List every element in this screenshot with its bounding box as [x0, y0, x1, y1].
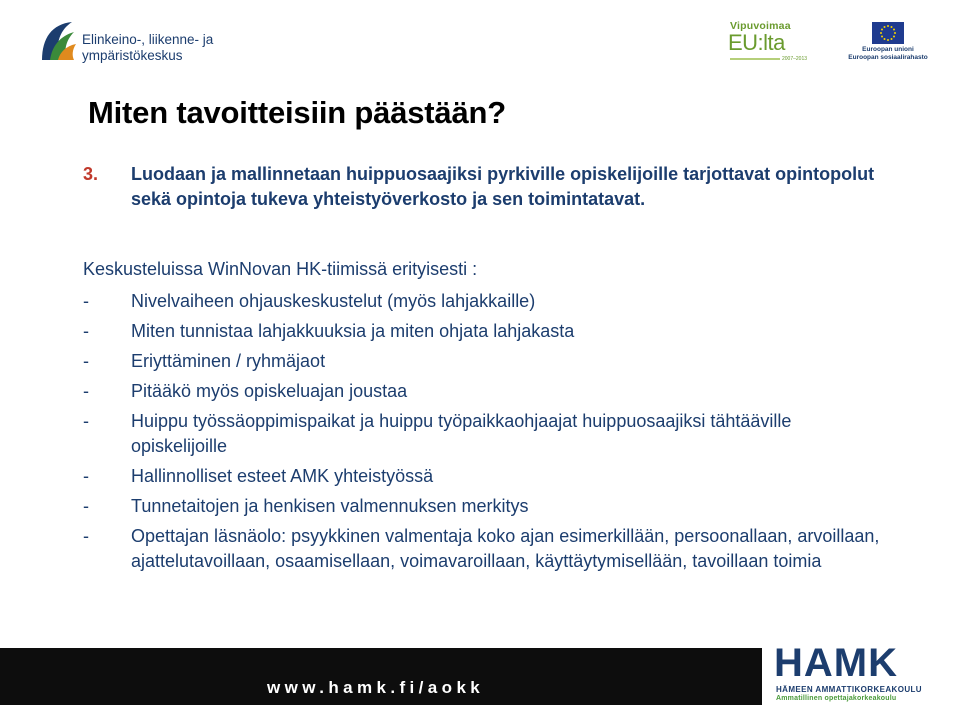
list-item-text: Pitääkö myös opiskeluajan joustaa — [131, 381, 408, 401]
eu-lta-label: EU:lta — [728, 30, 785, 55]
eu-flag-icon — [872, 22, 904, 44]
list-item — [83, 524, 883, 574]
ely-name-line2: ympäristökeskus — [82, 48, 183, 63]
hamk-unit-name: Ammatillinen opettajakorkeakoulu — [776, 695, 897, 702]
ely-emblem-icon — [38, 20, 78, 66]
list-item — [83, 409, 883, 459]
goal-number: 3. — [83, 164, 99, 184]
dash-marker: - — [83, 381, 89, 401]
list-item-text: Tunnetaitojen ja henkisen valmennuksen merkitys — [131, 496, 529, 516]
list-item-text: Nivelvaiheen ohjauskeskustelut (myös lahjakkaille) — [131, 291, 536, 311]
esf-caption: Euroopan sosiaalirahasto — [848, 54, 928, 61]
list-item — [83, 289, 883, 314]
vipuvoimaa-label: Vipuvoimaa — [730, 20, 791, 32]
dash-marker: - — [83, 526, 89, 546]
list-item — [83, 494, 883, 519]
dash-marker: - — [83, 411, 89, 431]
eu-funding-logos — [726, 20, 926, 68]
dash-marker: - — [83, 466, 89, 486]
vipuvoimaa-bar — [730, 58, 780, 60]
list-item — [83, 379, 883, 404]
ely-name — [82, 32, 213, 64]
dash-marker: - — [83, 291, 89, 311]
discussion-list — [83, 289, 883, 579]
list-item-text: Miten tunnistaa lahjakkuuksia ja miten ohjata lahjakasta — [131, 321, 575, 341]
list-item-text: Huippu työssäoppimispaikat ja huippu työpaikkaohjaajat huippuosaajiksi tähtääville opiskelijoille — [131, 411, 792, 456]
vipuvoimaa-logo — [726, 20, 822, 66]
ely-centre-logo — [38, 20, 238, 70]
dash-marker: - — [83, 496, 89, 516]
list-item-text: Opettajan läsnäolo: psyykkinen valmentaja koko ajan esimerkillään, persoonallaan, arvoillaan, ajattelutavoillaan, osaamisellaan, voimavaroillaan, käyttäytymisellään, tavoillaan toimia — [131, 526, 880, 571]
list-item-text: Hallinnolliset esteet AMK yhteistyössä — [131, 466, 434, 486]
footer-url-link[interactable]: www.hamk.fi/aokk — [267, 678, 485, 697]
list-item-text: Eriyttäminen / ryhmäjaot — [131, 351, 326, 371]
hamk-logo — [762, 639, 960, 705]
list-item — [83, 349, 883, 374]
discussion-heading: Keskusteluissa WinNovan HK-tiimissä erityisesti : — [83, 259, 478, 279]
slide-title: Miten tavoitteisiin päästään? — [88, 95, 506, 130]
ely-name-line1: Elinkeino-, liikenne- ja — [82, 32, 214, 47]
list-item — [83, 319, 883, 344]
eu-caption: Euroopan unioni — [862, 46, 914, 53]
dash-marker: - — [83, 321, 89, 341]
dash-marker: - — [83, 351, 89, 371]
vipuvoimaa-years: 2007–2013 — [782, 56, 808, 62]
list-item — [83, 464, 883, 489]
goal-text: Luodaan ja mallinnetaan huippuosaajiksi pyrkiville opiskelijoille tarjottavat opintopolut sekä opintoja tukeva yhteistyöverkosto ja sen toimintatavat. — [131, 164, 875, 209]
hamk-wordmark: HAMK — [774, 641, 898, 685]
hamk-fullname: HÄMEEN AMMATTIKORKEAKOULU — [776, 685, 922, 694]
